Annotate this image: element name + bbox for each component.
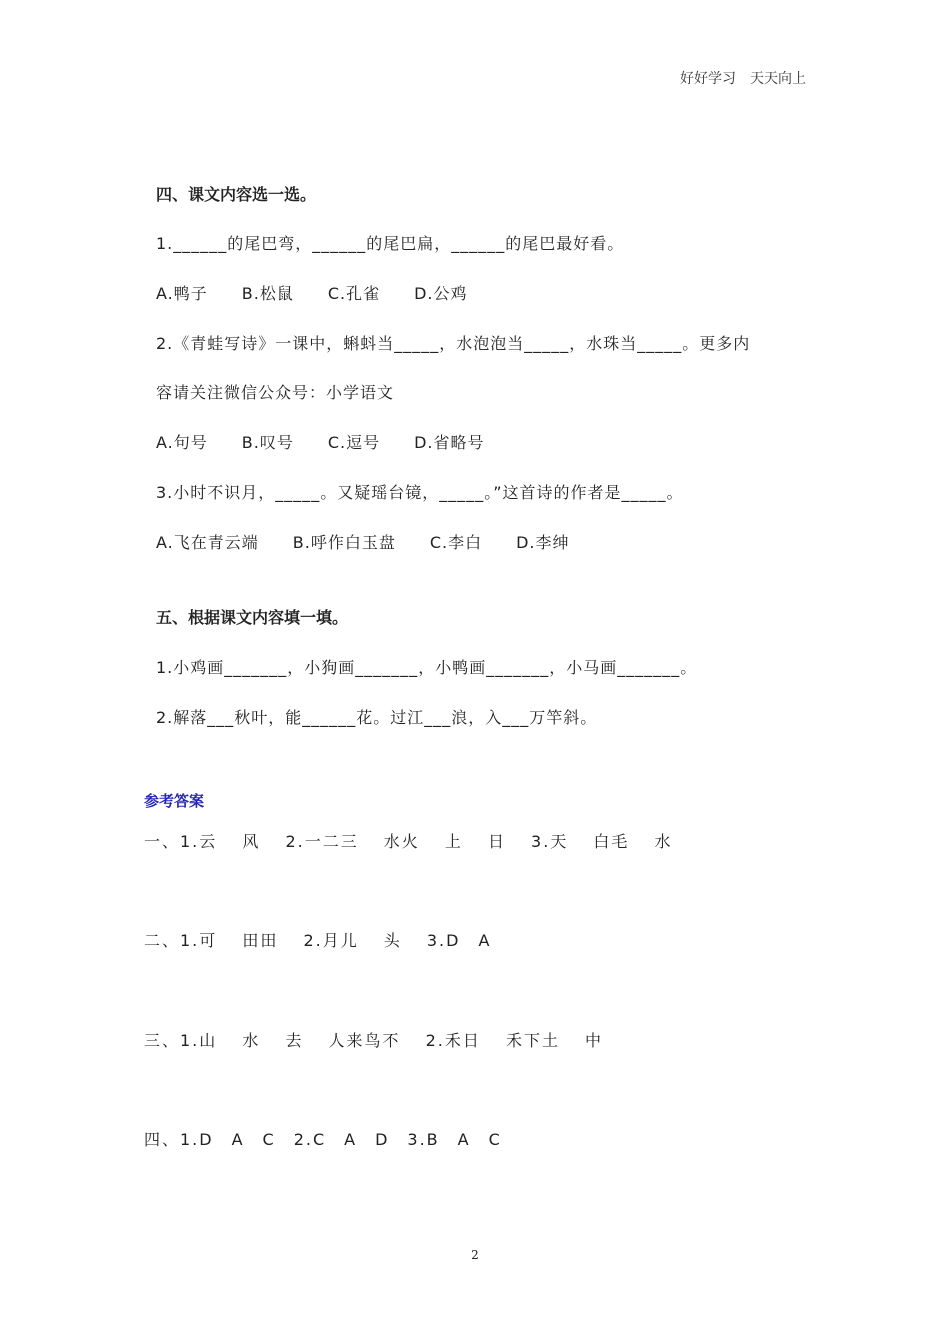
section-5-question-2: 2.解落___秋叶，能______花。过江___浪，入___万竿斜。 [156,708,598,727]
section-5-title: 五、根据课文内容填一填。 [156,608,349,627]
section-4-question-2-line-2: 容请关注微信公众号：小学语文 [156,383,395,402]
section-4-question-1-options: A.鸭子 B.松鼠 C.孔雀 D.公鸡 [156,284,468,303]
answer-section-4: 四、1.D A C 2.C A D 3.B A C [144,1130,502,1149]
page-number: 2 [471,1248,479,1262]
section-4-question-1: 1.______的尾巴弯，______的尾巴扁，______的尾巴最好看。 [156,234,625,253]
answer-section-2: 二、1.可 田田 2.月儿 头 3.D A [144,931,492,950]
answer-section-3: 三、1.山 水 去 人来鸟不 2.禾日 禾下土 中 [144,1031,604,1050]
section-4-question-2-line-1: 2.《青蛙写诗》一课中，蝌蚪当_____，水泡泡当_____，水珠当_____。更多内 [156,334,751,353]
section-5-question-1: 1.小鸡画_______，小狗画_______，小鸭画_______，小马画_______。 [156,658,698,677]
section-4-question-2-options: A.句号 B.叹号 C.逗号 D.省略号 [156,433,485,452]
section-4-question-3: 3.小时不识月，_____。又疑瑶台镜，_____。”这首诗的作者是_____。 [156,483,684,502]
section-4-title: 四、课文内容选一选。 [156,185,317,204]
answer-section-1: 一、1.云 风 2.一二三 水火 上 日 3.天 白毛 水 [144,832,673,851]
answers-title: 参考答案 [144,792,205,810]
page-header: 好好学习 天天向上 [680,71,806,87]
section-4-question-3-options: A.飞在青云端 B.呼作白玉盘 C.李白 D.李绅 [156,533,570,552]
